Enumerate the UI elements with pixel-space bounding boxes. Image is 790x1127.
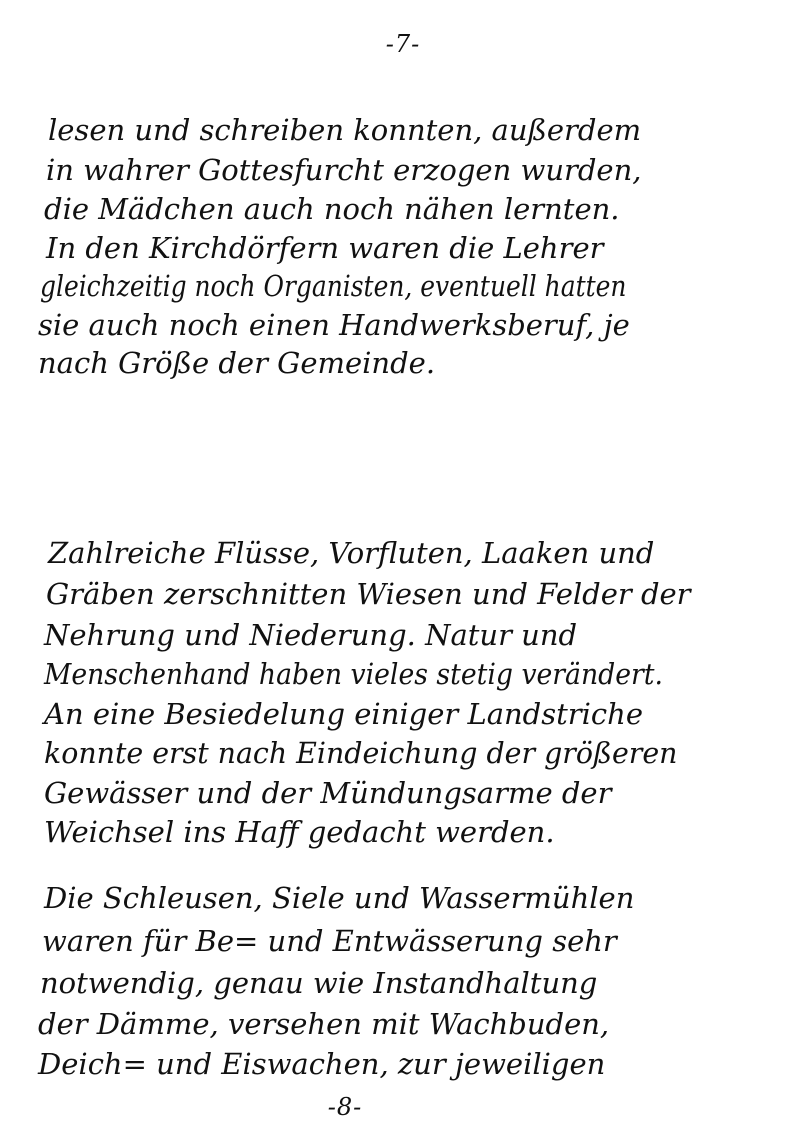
text-line: Nehrung und Niederung. Natur und — [44, 618, 578, 652]
text-line: In den Kirchdörfern waren die Lehrer — [46, 231, 604, 265]
text-line: Gewässer und der Mündungsarme der — [44, 776, 612, 810]
text-line: nach Größe der Gemeinde. — [38, 346, 436, 380]
text-line: Deich= und Eiswachen, zur jeweiligen — [38, 1047, 606, 1081]
text-line: die Mädchen auch noch nähen lernten. — [44, 192, 620, 226]
text-line: gleichzeitig noch Organisten, eventuell hatten — [40, 269, 627, 303]
text-line: Menschenhand haben vieles stetig verändert. — [44, 657, 663, 691]
text-line: waren für Be= und Entwässerung sehr — [42, 924, 617, 958]
text-line: Die Schleusen, Siele und Wassermühlen — [44, 881, 635, 915]
text-line: Gräben zerschnitten Wiesen und Felder der — [46, 577, 691, 611]
text-line: sie auch noch einen Handwerksberuf, je — [38, 308, 630, 342]
text-line: An eine Besiedelung einiger Landstriche — [44, 697, 644, 731]
text-line: lesen und schreiben konnten, außerdem — [48, 113, 642, 147]
text-line: der Dämme, versehen mit Wachbuden, — [38, 1007, 610, 1041]
text-line: konnte erst nach Eindeichung der größeren — [44, 736, 678, 770]
text-line: notwendig, genau wie Instandhaltung — [40, 966, 598, 1000]
text-line: in wahrer Gottesfurcht erzogen wurden, — [46, 153, 642, 187]
page-number-bottom: -8- — [327, 1093, 363, 1121]
text-line: Zahlreiche Flüsse, Vorfluten, Laaken und — [48, 536, 655, 570]
text-line: Weichsel ins Haff gedacht werden. — [44, 815, 555, 849]
page-number-top: -7- — [385, 30, 421, 58]
